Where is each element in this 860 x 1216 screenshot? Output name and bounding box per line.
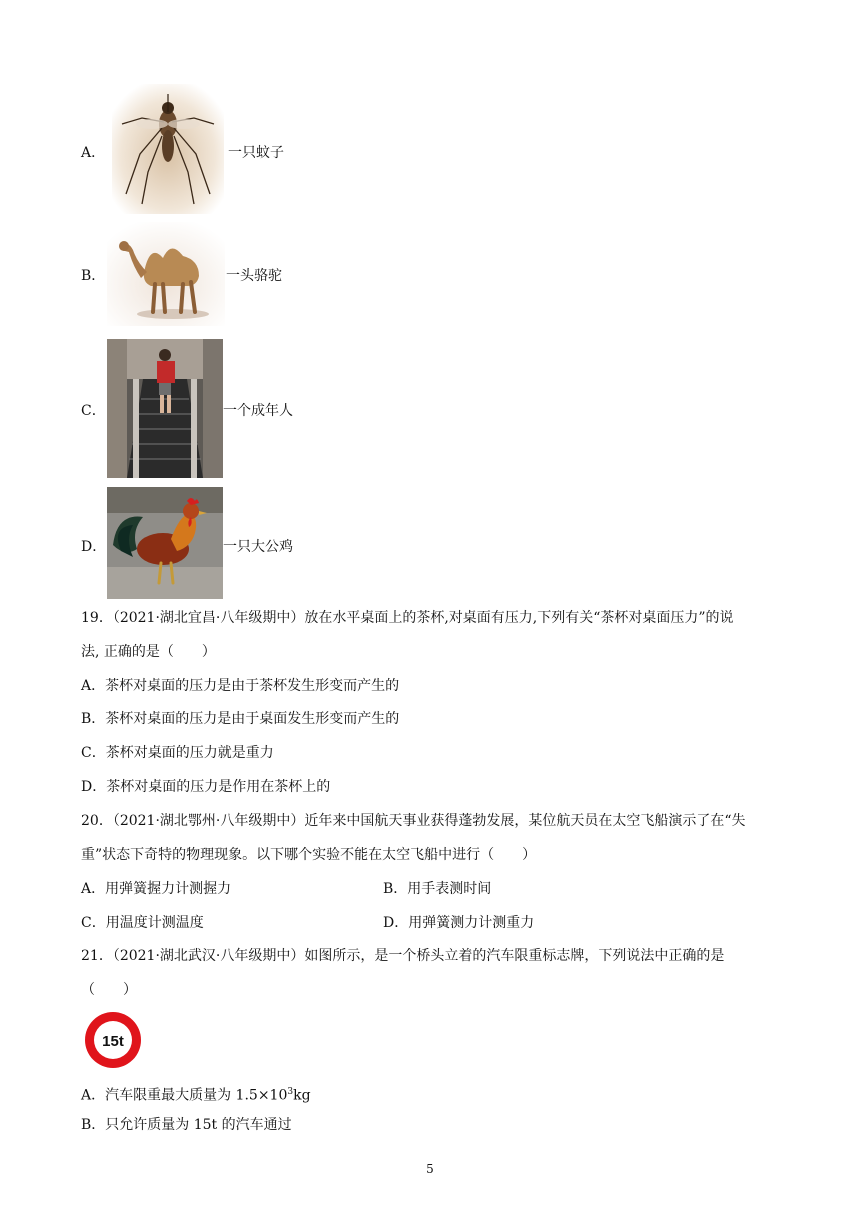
q19-option-d: D．茶杯对桌面的压力是作用在茶杯上的	[81, 779, 331, 795]
q19-stem-line2: 法, 正确的是（ ）	[81, 644, 216, 660]
q18-option-a-caption: 一只蚊子	[228, 145, 284, 161]
q21-stem-line2: （ ）	[81, 982, 137, 998]
q19-stem-line1: 19．（2021·湖北宜昌·八年级期中）放在水平桌面上的茶杯,对桌面有压力,下列有关“茶杯对桌面压力”的说	[81, 610, 734, 626]
weight-limit-sign-text: 15t	[102, 1033, 124, 1050]
rooster-image	[107, 487, 223, 599]
q21-option-a-exponent: 3	[287, 1087, 294, 1097]
weight-limit-sign	[83, 1010, 143, 1070]
q21-option-a-unit: kg	[293, 1087, 311, 1104]
q20-stem-line2: 重”状态下奇特的物理现象。以下哪个实验不能在太空飞船中进行（ ）	[81, 847, 537, 863]
q19-option-b: B．茶杯对桌面的压力是由于桌面发生形变而产生的	[81, 711, 400, 727]
q20-stem-line1: 20．（2021·湖北鄂州·八年级期中）近年来中国航天事业获得蓬勃发展，某位航天员在太空飞船演示了在“失	[81, 813, 746, 829]
q18-option-b-letter: B．	[81, 268, 106, 284]
q21-option-b: B．只允许质量为 15t 的汽车通过	[81, 1117, 292, 1133]
q18-option-b-caption: 一头骆驼	[226, 268, 282, 284]
q21-option-a-prefix: A．汽车限重最大质量为 1.5×10	[81, 1087, 288, 1104]
q19-option-c: C．茶杯对桌面的压力就是重力	[81, 745, 274, 761]
q20-option-a: A．用弹簧握力计测握力	[81, 881, 232, 897]
q21-option-a	[81, 1082, 311, 1106]
q18-option-c-caption: 一个成年人	[223, 403, 293, 419]
escalator-person-image	[107, 339, 223, 478]
q18-option-d-caption: 一只大公鸡	[223, 539, 293, 555]
page-number: 5	[426, 1162, 434, 1176]
q20-option-b: B．用手表测时间	[383, 881, 492, 897]
q18-option-c-letter: C．	[81, 403, 106, 419]
q18-option-a-letter: A．	[81, 145, 106, 161]
q20-option-d: D．用弹簧测力计测重力	[383, 915, 535, 931]
q20-option-c: C．用温度计测温度	[81, 915, 204, 931]
q21-stem-line1: 21．（2021·湖北武汉·八年级期中）如图所示，是一个桥头立着的汽车限重标志牌，下列说法中正确的是	[81, 948, 725, 964]
q18-option-d-letter: D．	[81, 539, 107, 555]
camel-image	[107, 222, 225, 326]
mosquito-image	[112, 84, 224, 214]
q19-option-a: A．茶杯对桌面的压力是由于茶杯发生形变而产生的	[81, 678, 400, 694]
